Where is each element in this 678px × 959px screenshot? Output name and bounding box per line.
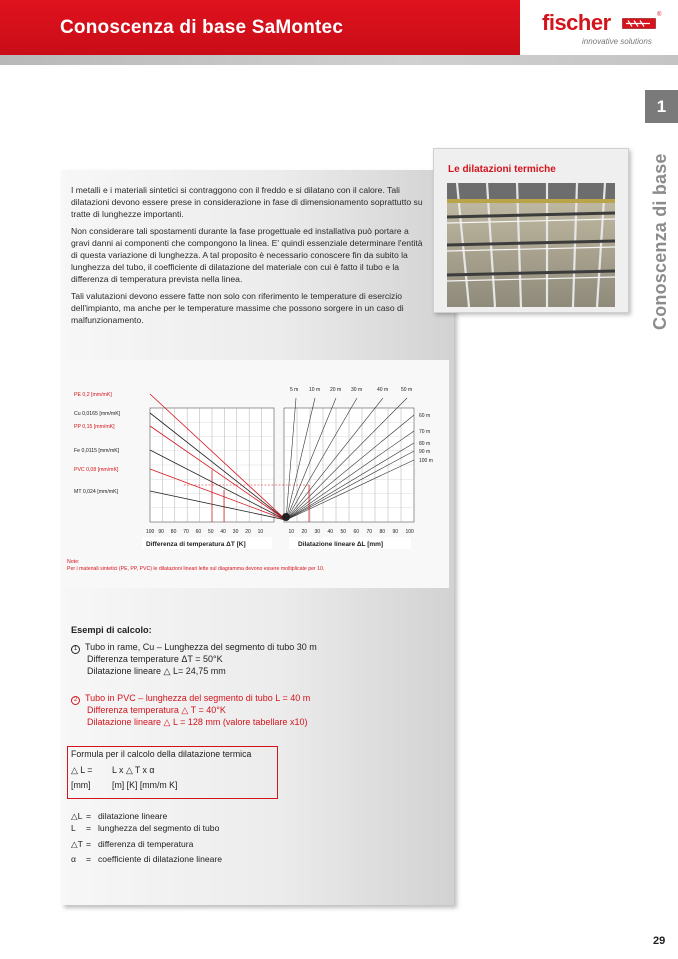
example-2-delta-t: Differenza temperatura △ T = 40°K [87, 705, 226, 715]
formula-unit-lhs: [mm] [71, 780, 91, 790]
legend-symbol: △L [71, 811, 83, 821]
page-title: Conoscenza di base SaMontec [60, 17, 344, 38]
tick-label: 40 [220, 529, 226, 535]
length-label: 90 m [419, 449, 431, 455]
logo-registered-mark: ® [657, 12, 662, 18]
diagram-note [67, 559, 324, 573]
material-label: PP 0,15 [mm/mK] [74, 424, 115, 430]
example-2-marker: 2 [71, 696, 80, 705]
legend-symbol: △T [71, 839, 83, 849]
chapter-label: Conoscenza di base [650, 153, 670, 330]
pivot-point [282, 513, 290, 521]
expansion-diagram [64, 360, 449, 588]
tick-label: 80 [379, 529, 386, 535]
length-label: 20 m [330, 387, 342, 393]
material-label: PVC 0,08 [mm/mK] [74, 467, 119, 473]
right-axis-label: Dilatazione lineare ΔL [mm] [298, 541, 384, 548]
legend-equals: = [86, 823, 92, 833]
example-2-title: Tubo in PVC – lunghezza del segmento di tubo L = 40 m [85, 693, 311, 703]
material-label: Cu 0,0165 [mm/mK] [74, 411, 121, 417]
chapter-number: 1 [645, 90, 678, 123]
formula-title: Formula per il calcolo della dilatazione termica [71, 749, 252, 759]
example-1-delta-t: Differenza temperature ΔT = 50°K [87, 654, 223, 664]
tick-label: 100 [146, 529, 155, 535]
formula-unit-rhs: [m] [K] [mm/m K] [112, 780, 178, 790]
legend-equals: = [86, 811, 92, 821]
tick-label: 90 [158, 529, 164, 535]
tick-label: 30 [314, 529, 321, 535]
tick-label: 60 [353, 529, 360, 535]
length-label: 100 m [419, 458, 433, 464]
length-label: 30 m [351, 387, 363, 393]
wall-plug-icon [622, 18, 656, 29]
length-label: 40 m [377, 387, 389, 393]
examples-heading: Esempi di calcolo: [71, 625, 152, 635]
tick-label: 70 [366, 529, 373, 535]
intro-paragraph: Non considerare tali spostamenti durante la fase progettuale ed installativa può portare a gravi danni ai componenti che compongono la linea. E' quindi essenziale determinare l'entità di questa variazione di lunghezza. A tal proposito è necessario conoscere fin da subito la lunghezza del tubo, il coefficiente di dilatazione del materiale con cui è fatto il tubo e la differenza di temperatura prevista nella linea. [71, 226, 423, 285]
tick-label: 60 [195, 529, 202, 535]
photo-card-title: Le dilatazioni termiche [448, 164, 556, 175]
logo-tagline: innovative solutions [582, 37, 652, 46]
tick-label: 100 [405, 529, 414, 535]
length-label: 10 m [309, 387, 321, 393]
length-label: 60 m [419, 413, 431, 419]
left-axis-label: Differenza di temperatura ΔT [K] [146, 541, 246, 548]
example-1-delta-l: Dilatazione lineare △ L= 24,75 mm [87, 666, 226, 676]
material-label: Fe 0,0115 [mm/mK] [74, 448, 120, 454]
legend-text: differenza di temperatura [98, 839, 194, 849]
header-rule [0, 55, 678, 65]
tick-label: 90 [392, 529, 399, 535]
example-1-line [71, 641, 317, 654]
legend-text: lunghezza del segmento di tubo [98, 823, 220, 833]
tick-label: 10 [288, 529, 295, 535]
legend-symbol: L [71, 823, 76, 833]
page-number: 29 [653, 935, 666, 947]
material-label: PE 0,2 [mm/mK] [74, 392, 112, 398]
tick-label: 30 [232, 529, 239, 535]
tick-label: 20 [245, 529, 251, 535]
tick-label: 50 [208, 529, 214, 535]
intro-paragraph: Tali valutazioni devono essere fatte non solo con riferimento le temperature di esercizio dell'impianto, ma anche per le temperature massime che possono sorgere in un caso di malfunzionamento. [71, 291, 404, 326]
formula-lhs: △ L = [71, 765, 93, 775]
note-text: Per i materiali sintetici (PE, PP, PVC) le dilatazioni lineari lette sul diagramma devono essere moltiplicate per 10. [67, 566, 325, 572]
tick-label: 20 [301, 529, 308, 535]
cable-tray-photo [447, 183, 615, 307]
example-2-line [71, 692, 310, 705]
material-label: MT 0,024 [mm/mK] [74, 489, 119, 495]
legend-symbol: α [71, 854, 76, 864]
legend-text: dilatazione lineare [98, 811, 168, 821]
fischer-logo: fischer [542, 10, 611, 35]
formula-rhs: L x △ T x α [112, 765, 155, 775]
legend-equals: = [86, 839, 92, 849]
length-label: 70 m [419, 429, 431, 435]
example-2-delta-l: Dilatazione lineare △ L = 128 mm (valore tabellare x10) [87, 717, 308, 727]
tick-label: 70 [183, 529, 189, 535]
length-label: 5 m [290, 387, 299, 393]
tick-label: 40 [327, 529, 334, 535]
tick-label: 80 [170, 529, 177, 535]
intro-paragraph: I metalli e i materiali sintetici si contraggono con il freddo e si dilatano con il calore. Tali dilatazioni devono essere prese in considerazione in fase di dimensionamento soprattutto su tratte di lunghezze importanti. [71, 185, 423, 220]
example-1-title: Tubo in rame, Cu – Lunghezza del segmento di tubo 30 m [85, 642, 317, 652]
length-label: 50 m [401, 387, 413, 393]
tick-label: 50 [340, 529, 347, 535]
example-1-marker: 1 [71, 645, 80, 654]
legend-equals: = [86, 854, 92, 864]
note-label: Note: [67, 559, 80, 565]
length-label: 80 m [419, 441, 431, 447]
legend-text: coefficiente di dilatazione lineare [98, 854, 223, 864]
tick-label: 10 [257, 529, 264, 535]
